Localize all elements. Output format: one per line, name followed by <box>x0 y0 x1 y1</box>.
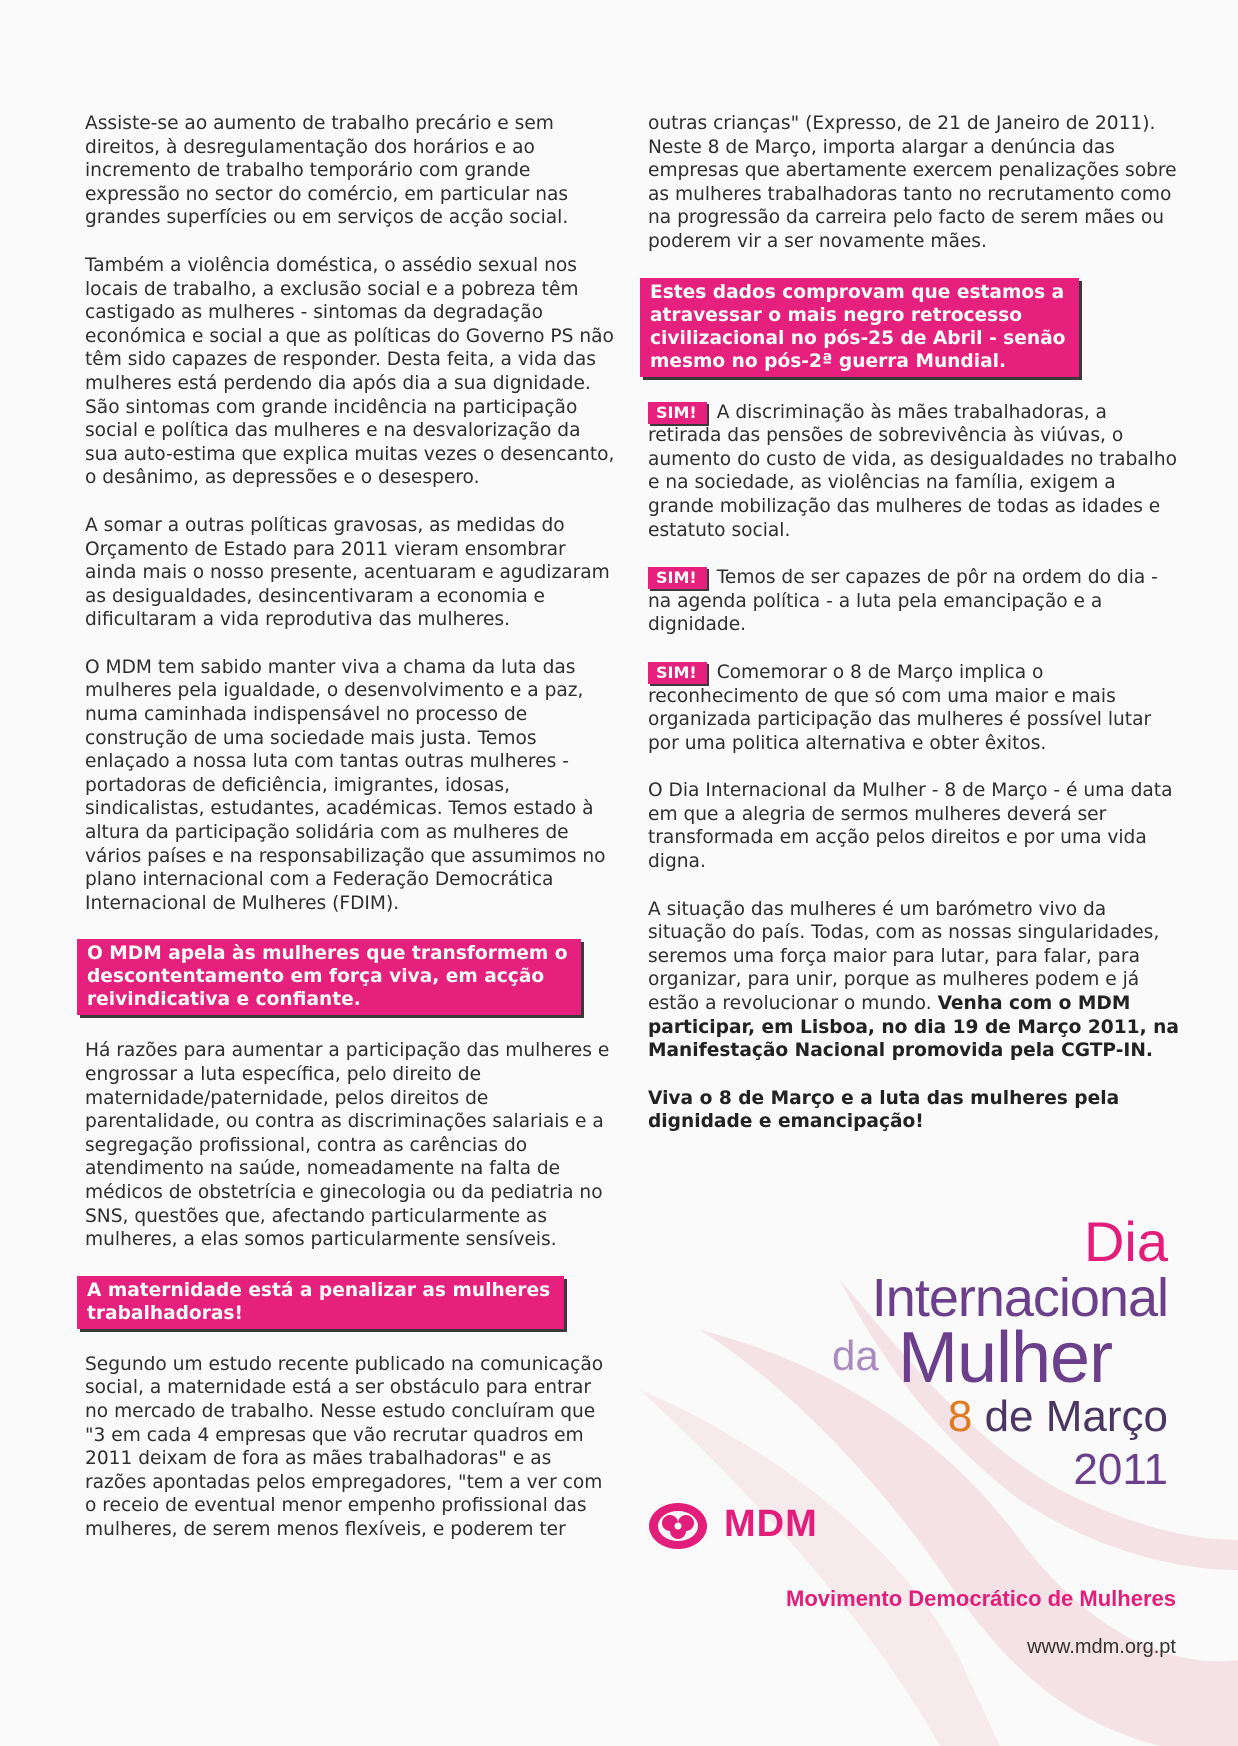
title-mulher: Mulher <box>898 1318 1113 1398</box>
mdm-flower-logo-icon <box>647 1499 709 1551</box>
sim-paragraph <box>648 566 1180 637</box>
sim-text: Comemorar o 8 de Março implica o reconhecimento de que só com uma maior e mais organizada participação das mulheres é possível lutar por uma politica alternativa e obter êxitos. <box>648 661 1152 754</box>
band-line: mesmo no pós-2ª guerra Mundial. <box>650 350 1007 372</box>
sim-paragraph <box>648 661 1180 755</box>
closing-slogan <box>648 1087 1180 1134</box>
organization-name: Movimento Democrático de Mulheres <box>786 1586 1176 1611</box>
title-year: 2011 <box>1073 1445 1168 1494</box>
highlight-band-maternity <box>77 1276 564 1329</box>
title-date <box>948 1392 1168 1442</box>
paragraph: O Dia Internacional da Mulher - 8 de Março - é uma data em que a alegria de sermos mulheres deverá ser transformada em acção pelos direitos e por uma vida digna. <box>648 780 1173 873</box>
band-line: reivindicativa e confiante. <box>87 989 361 1011</box>
title-internacional: Internacional <box>871 1268 1168 1328</box>
title-dia: Dia <box>1083 1210 1168 1273</box>
band-line: trabalhadoras! <box>87 1302 243 1324</box>
sim-badge: SIM! <box>648 567 707 589</box>
band-line: Estes dados comprovam que estamos a <box>650 281 1065 303</box>
sim-text: A discriminação às mães trabalhadoras, a retirada das pensões de sobrevivência às viúvas, o aumento do custo de vida, as desigualdades no trabalho e na sociedade, as violências na família, exigem a grande mobilização das mulheres de todas as idades e estatuto social. <box>648 401 1177 541</box>
paragraph: O MDM tem sabido manter viva a chama da luta das mulheres pela igualdade, o desenvolvimento e a paz, numa caminhada indispensável no processo de construção de uma sociedade mais justa. Temos enlaçado a nossa luta com tantas outras mulheres - portadoras de deficiência, imigrantes, idosas, sindicalistas, estudantes, académicas. Temos estado à altura da participação solidária com as mulheres de vários países e na responsabilização que assumimos no plano internacional com a Federação Democrática Internacional de Mulheres (FDIM). <box>85 656 606 914</box>
paragraph: Há razões para aumentar a participação das mulheres e engrossar a luta específica, pelo direito de maternidade/paternidade, pelos direitos de parentalidade, ou contra as discriminações salariais e a segregação profissional, contra as carências do atendimento na saúde, nomeadamente na falta de médicos de obstetrícia e ginecologia ou da pediatria no SNS, questões que, afectando particularmente as mulheres, a elas somos particularmente sensíveis. <box>85 1040 610 1251</box>
slogan-text: Viva o 8 de Março e a luta das mulheres pela dignidade e emancipação! <box>648 1087 1120 1133</box>
call-to-action-text: Venha com o MDM participar, em Lisboa, no dia 19 de Março 2011, na Manifestação Nacional promovida pela CGTP-IN. <box>648 993 1179 1062</box>
sim-text: Temos de ser capazes de pôr na ordem do dia - na agenda política - a luta pela emancipação e a dignidade. <box>648 567 1158 636</box>
band-line: atravessar o mais negro retrocesso <box>650 304 1023 326</box>
band-line: O MDM apela às mulheres que transformem o <box>87 943 568 965</box>
highlight-band-appeal <box>77 939 581 1015</box>
band-line: A maternidade está a penalizar as mulheres <box>87 1279 551 1301</box>
band-line: civilizacional no pós-25 de Abril - senão <box>650 327 1066 349</box>
paragraph: Também a violência doméstica, o assédio sexual nos locais de trabalho, a exclusão social e a pobreza têm castigado as mulheres - sintomas da degradação económica e social a que as políticas do Governo PS não têm sido capazes de responder. Desta feita, a vida das mulheres está perdendo dia após dia a sua dignidade. São sintomas com grande incidência na participação social e política das mulheres e na desvalorização da sua auto-estima que explica muitas vezes o desencanto, o desânimo, as depressões e o desespero. <box>85 254 615 489</box>
sim-badge: SIM! <box>648 402 707 424</box>
paragraph: Assiste-se ao aumento de trabalho precário e sem direitos, à desregulamentação dos horários e ao incremento de trabalho temporário com grande expressão no sector do comércio, em particular nas grandes superfícies ou em serviços de acção social. <box>85 113 569 229</box>
band-line: descontentamento em força viva, em acção <box>87 966 545 988</box>
paragraph-call-to-action <box>648 898 1180 1063</box>
paragraph: Segundo um estudo recente publicado na comunicação social, a maternidade está a ser obstáculo para entrar no mercado de trabalho. Nesse estudo concluíram que "3 em cada 4 empresas que vão recrutar quadros em 2011 deixam de fora as mães trabalhadoras" e as razões apontadas pelos empregadores, "tem a ver com o receio de eventual menor empenho profissional das mulheres, de serem menos flexíveis, e poderem ter <box>85 1353 604 1540</box>
title-month: de Março <box>984 1392 1168 1441</box>
left-column <box>85 112 615 1542</box>
highlight-band-regression <box>640 278 1079 377</box>
paragraph: A somar a outras políticas gravosas, as medidas do Orçamento de Estado para 2011 vieram ensombrar ainda mais o nosso presente, acentuaram e agudizaram as desigualdades, desincentivaram a economia e dificultaram a vida reprodutiva das mulheres. <box>85 514 610 631</box>
right-column <box>648 112 1180 1134</box>
title-da: da <box>832 1332 879 1379</box>
paragraph-text: A situação das mulheres é um barómetro vivo da situação do país. Todas, com as nossas singularidades, seremos uma força maior para lutar, para falar, para organizar, para unir, porque as mulheres podem e já estão a revolucionar o mundo. <box>648 898 1160 1015</box>
mdm-acronym: MDM <box>724 1503 818 1545</box>
sim-paragraph <box>648 401 1180 543</box>
website-url[interactable]: www.mdm.org.pt <box>1027 1636 1176 1658</box>
paragraph: outras crianças" (Expresso, de 21 de Janeiro de 2011). Neste 8 de Março, importa alargar a denúncia das empresas que abertamente exercem penalizações sobre as mulheres trabalhadoras tanto no recrutamento como na progressão da carreira pelo facto de serem mães ou poderem vir a ser novamente mães. <box>648 113 1177 252</box>
sim-badge: SIM! <box>648 662 707 684</box>
title-day-number: 8 <box>947 1392 973 1441</box>
